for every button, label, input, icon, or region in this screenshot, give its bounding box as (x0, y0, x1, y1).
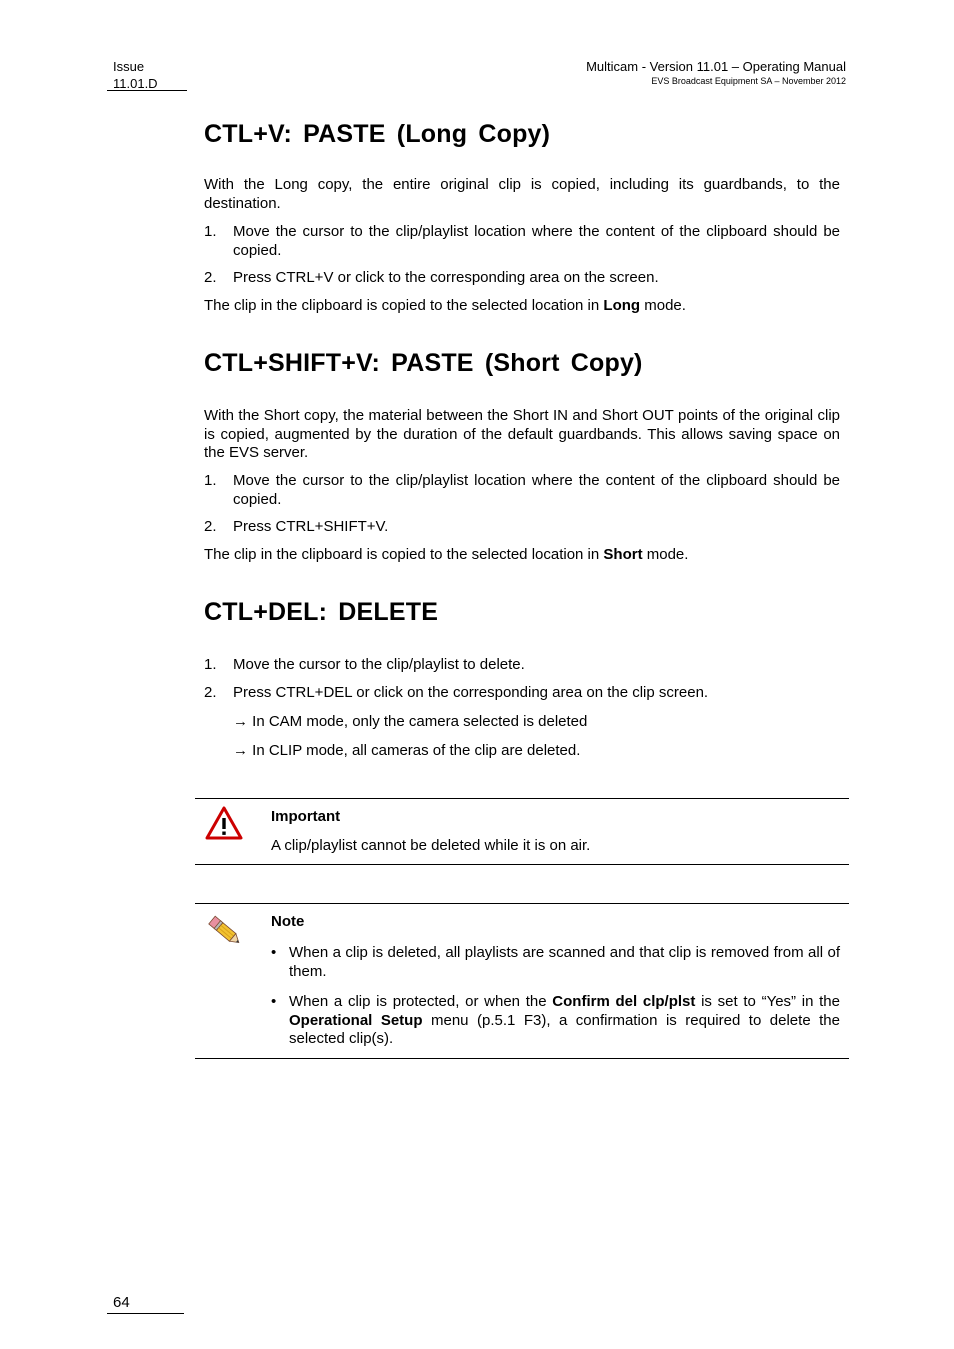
important-text: A clip/playlist cannot be deleted while it is on air. (271, 837, 591, 854)
manual-title: Multicam - Version 11.01 – Operating Manual (586, 59, 846, 74)
step-text: Move the cursor to the clip/playlist location where the content of the clipboard should be copied. (233, 472, 840, 508)
step-text: Move the cursor to the clip/playlist location where the content of the clipboard should be copied. (233, 223, 840, 259)
note-title: Note (271, 913, 305, 930)
note-text: When a clip is protected, or when the (289, 993, 553, 1010)
arrow-icon: → (233, 713, 248, 730)
section-title-paste-short: CTL+SHIFT+V: PASTE (Short Copy) (204, 349, 643, 377)
issue-number: 11.01.D (113, 76, 158, 91)
note-bottom-rule (195, 1058, 849, 1059)
issue-label: Issue (113, 59, 145, 74)
page-number: 64 (113, 1294, 130, 1311)
outcome-clip (233, 742, 580, 761)
step-number: 2. (204, 518, 217, 535)
paste-long-result (204, 297, 840, 316)
step-number: 2. (204, 684, 217, 701)
footer-divider (107, 1313, 184, 1314)
warning-triangle-icon (205, 806, 243, 840)
paste-short-intro: With the Short copy, the material between the Short IN and Short OUT points of the original clip is copied, augmented by the duration of the default guardbands. This allows saving space on the EVS server. (204, 407, 840, 461)
step-text: Move the cursor to the clip/playlist to delete. (233, 656, 525, 673)
arrow-icon: → (233, 742, 248, 759)
note-top-rule (195, 903, 849, 904)
outcome-text: In CLIP mode, all cameras of the clip are deleted. (252, 742, 581, 759)
menu-name: Operational Setup (289, 1011, 423, 1029)
step-text: Press CTRL+SHIFT+V. (233, 518, 389, 535)
setting-name: Confirm del clp/plst (552, 993, 696, 1010)
step-number: 2. (204, 269, 217, 286)
result-suffix: mode. (640, 297, 686, 314)
result-mode: Long (603, 297, 641, 314)
company-date: EVS Broadcast Equipment SA – November 2012 (651, 76, 846, 86)
result-mode: Short (603, 546, 643, 563)
bullet-icon: • (271, 944, 277, 961)
issue-block (113, 58, 158, 92)
section-title-paste-long: CTL+V: PASTE (Long Copy) (204, 120, 551, 148)
note-bullet-1: When a clip is deleted, all playlists are scanned and that clip is removed from all of them. (289, 944, 840, 980)
outcome-cam (233, 713, 587, 732)
section-title-delete: CTL+DEL: DELETE (204, 598, 439, 626)
bullet-icon: • (271, 993, 277, 1010)
step-text: Press CTRL+V or click to the corresponding area on the screen. (233, 269, 659, 286)
outcome-text: In CAM mode, only the camera selected is deleted (252, 713, 588, 730)
important-bottom-rule (195, 864, 849, 865)
paste-long-intro: With the Long copy, the entire original clip is copied, including its guardbands, to the destination. (204, 176, 840, 212)
manual-header (586, 58, 846, 87)
step-number: 1. (204, 223, 217, 240)
step-number: 1. (204, 472, 217, 489)
important-title: Important (271, 808, 341, 825)
result-text: The clip in the clipboard is copied to the selected location in (204, 297, 604, 314)
result-suffix: mode. (642, 546, 689, 563)
pencil-icon (204, 911, 246, 951)
paste-short-result (204, 546, 840, 565)
step-text: Press CTRL+DEL or click on the corresponding area on the clip screen. (233, 684, 709, 701)
header-divider (107, 90, 187, 91)
note-text: menu (p.5.1 F3), a confirmation is required to delete the selected clip(s). (289, 1011, 840, 1047)
important-top-rule (195, 798, 849, 799)
result-text: The clip in the clipboard is copied to the selected location in (204, 546, 604, 563)
note-bullet-2 (289, 993, 840, 1049)
note-text: is set to “Yes” in the (695, 993, 840, 1010)
step-number: 1. (204, 656, 217, 673)
